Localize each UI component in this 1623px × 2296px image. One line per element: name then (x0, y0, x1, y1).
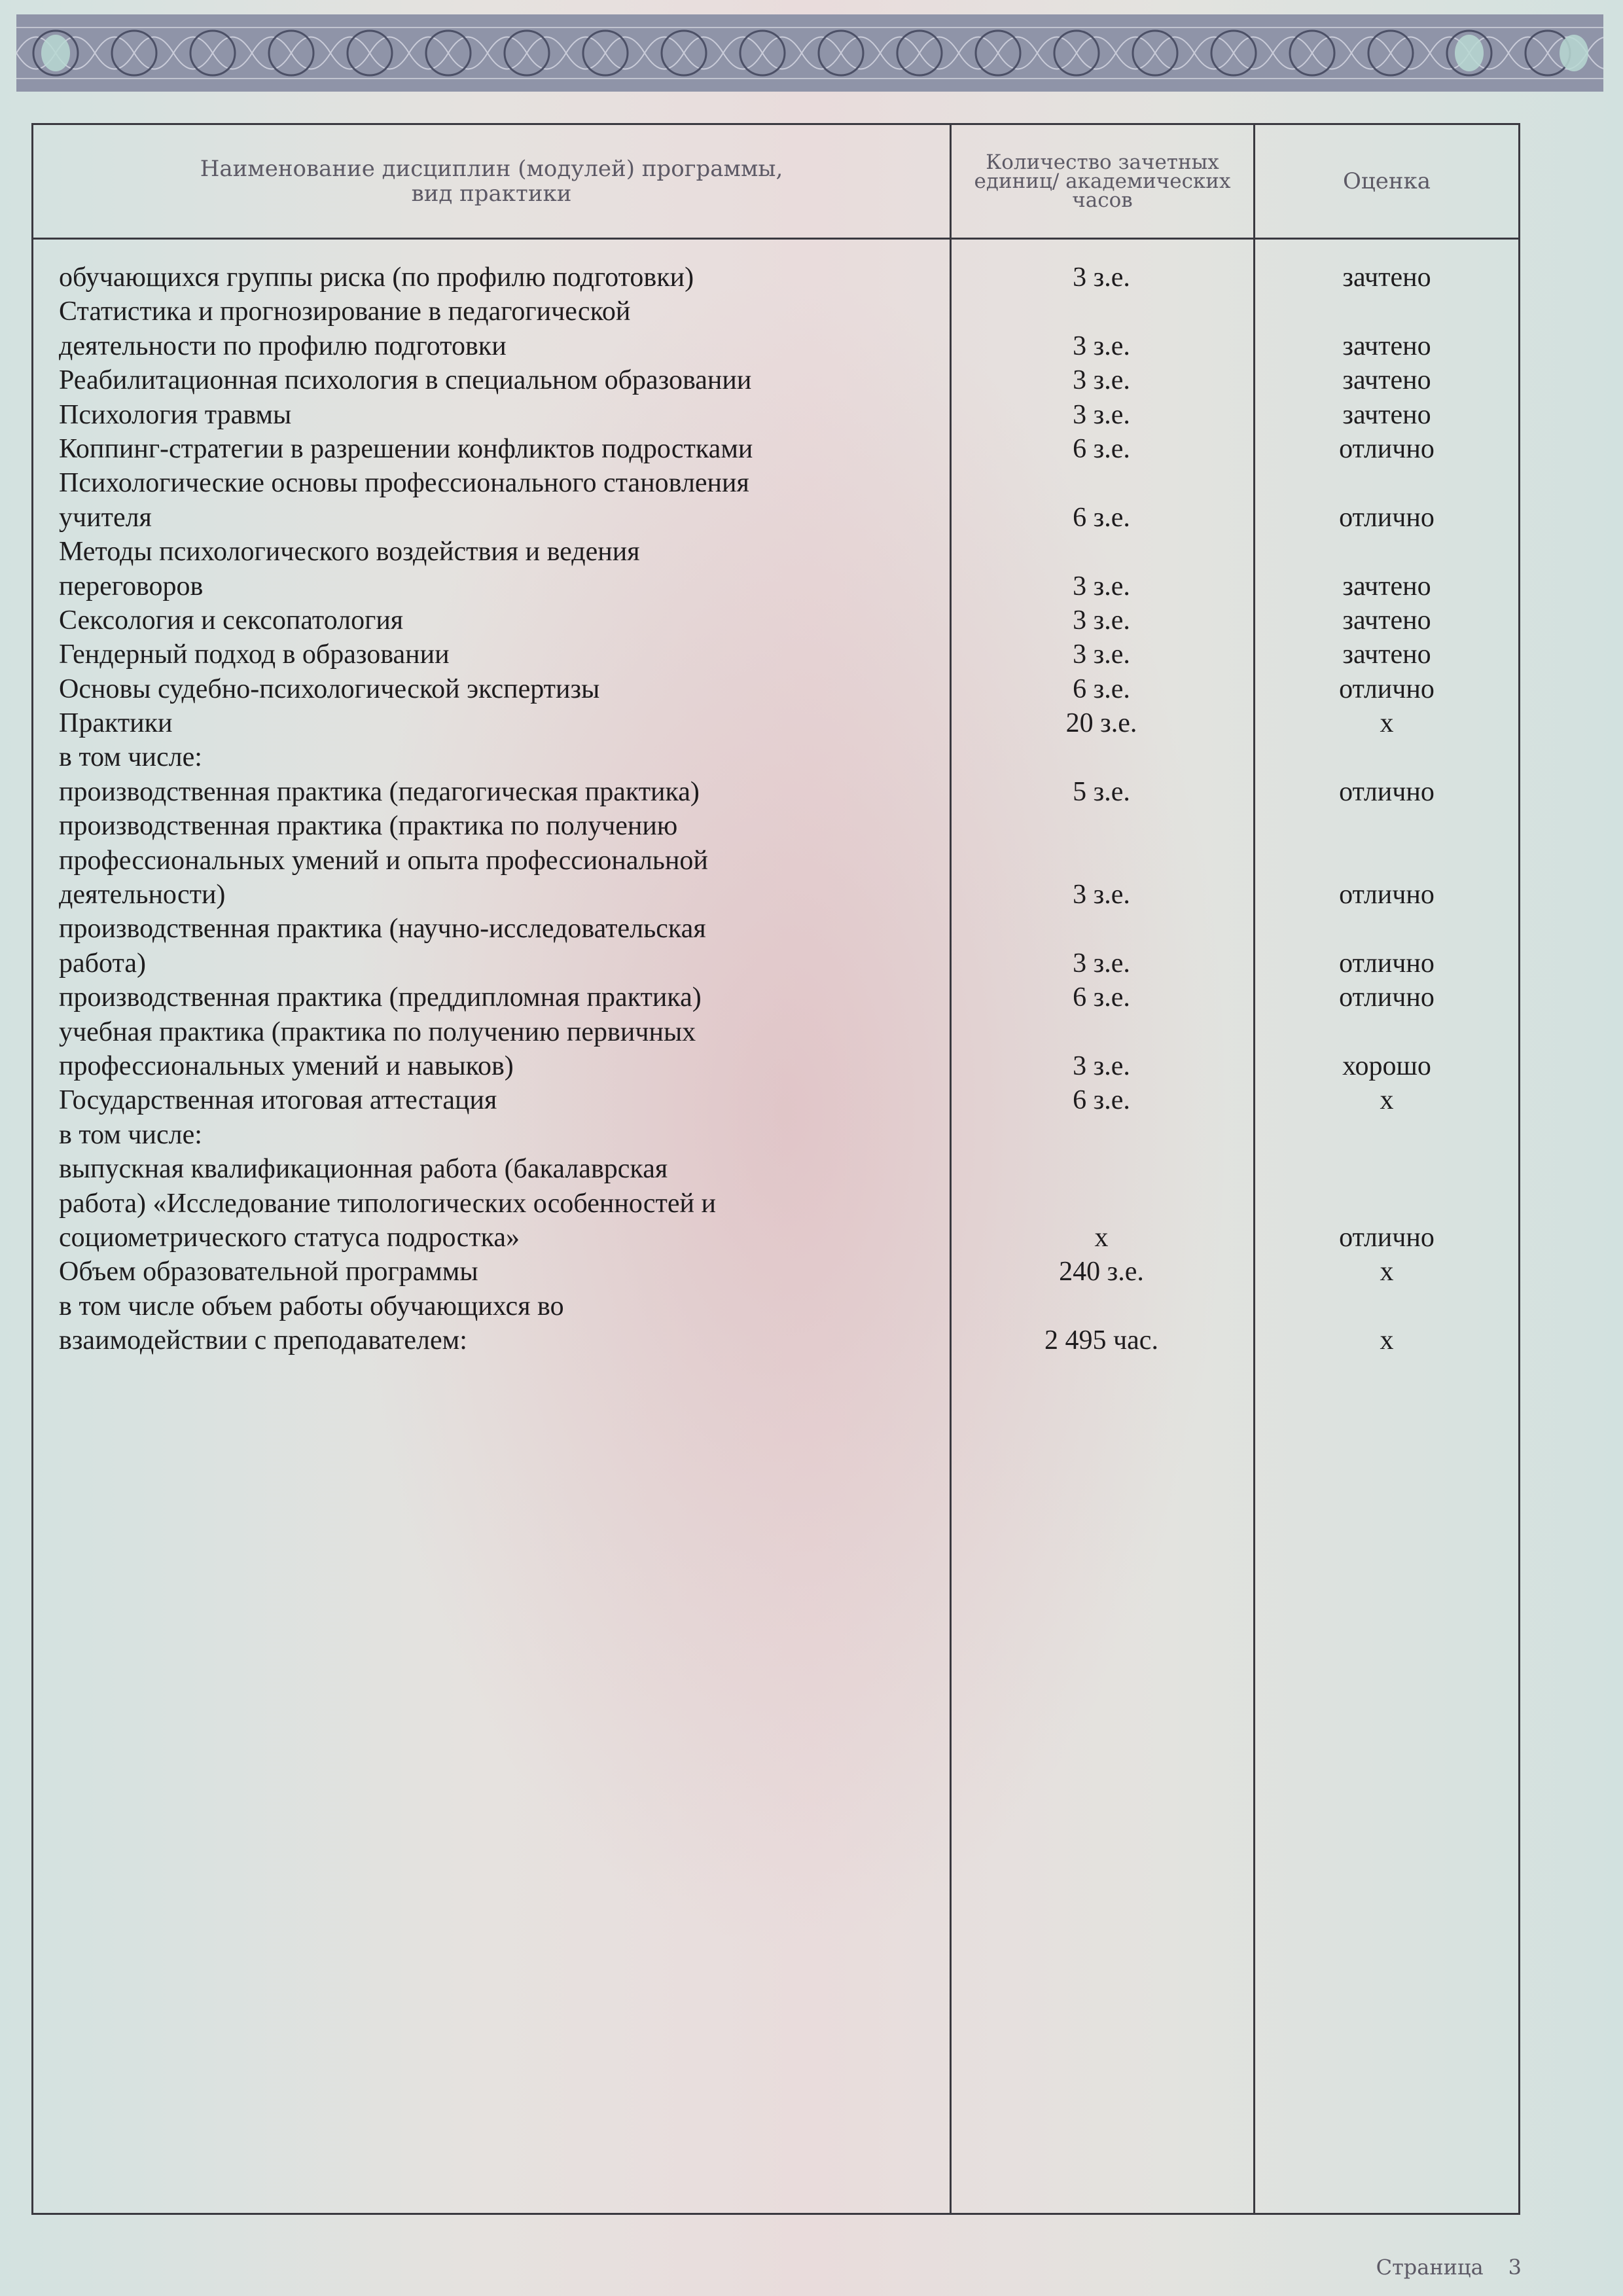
discipline-name: Реабилитационная психология в специальном образовании (59, 365, 752, 396)
grade: зачтено (1342, 639, 1431, 670)
table-row (33, 1015, 1518, 1049)
discipline-name: учителя (59, 502, 152, 533)
grade: отлично (1339, 776, 1435, 807)
table-row (33, 501, 1518, 535)
grade: хорошо (1342, 1050, 1431, 1081)
page-footer (1376, 2255, 1522, 2280)
grades-table (31, 123, 1520, 2215)
credit-units: 3 з.е. (1073, 605, 1130, 636)
discipline-name: деятельности по профилю подготовки (59, 331, 507, 361)
table-row (33, 329, 1518, 363)
grade: зачтено (1342, 399, 1431, 430)
discipline-name: профессиональных умений и опыта профессиональной (59, 845, 708, 876)
credit-units: 3 з.е. (1073, 262, 1130, 293)
discipline-name: Объем образовательной программы (59, 1257, 478, 1287)
table-row (33, 912, 1518, 946)
table-row (33, 535, 1518, 569)
table-row (33, 1083, 1518, 1117)
credit-units: 5 з.е. (1073, 776, 1130, 807)
discipline-name: переговоров (59, 571, 204, 601)
table-row (33, 809, 1518, 843)
table-row (33, 706, 1518, 740)
grade: отлично (1339, 982, 1435, 1013)
discipline-name: производственная практика (педагогическая практика) (59, 776, 700, 807)
table-row (33, 1049, 1518, 1083)
grade: x (1380, 1325, 1394, 1356)
credit-units: 2 495 час. (1044, 1325, 1158, 1356)
discipline-name: производственная практика (преддипломная практика) (59, 982, 702, 1013)
table-row (33, 775, 1518, 809)
grade: зачтено (1342, 605, 1431, 636)
column-header-discipline: Наименование дисциплин (модулей) программы, вид практики (200, 156, 783, 207)
table-row (33, 398, 1518, 432)
table-row (33, 637, 1518, 672)
discipline-name: в том числе: (59, 742, 202, 773)
credit-units: 3 з.е. (1073, 639, 1130, 670)
discipline-name: выпускная квалификационная работа (бакалаврская (59, 1154, 668, 1185)
table-row (33, 1187, 1518, 1221)
table-row (33, 260, 1518, 295)
discipline-name: Гендерный подход в образовании (59, 639, 450, 670)
discipline-name: Статистика и прогнозирование в педагогической (59, 296, 631, 327)
credit-units: x (1094, 1222, 1109, 1253)
grade: x (1380, 1085, 1394, 1116)
table-row (33, 569, 1518, 603)
credit-units: 6 з.е. (1073, 673, 1130, 704)
grade: отлично (1339, 1222, 1435, 1253)
table-row (33, 1118, 1518, 1152)
table-row (33, 363, 1518, 397)
credit-units: 3 з.е. (1073, 331, 1130, 361)
table-row (33, 844, 1518, 878)
grade: x (1380, 1257, 1394, 1287)
discipline-name: Коппинг-стратегии в разрешении конфликтов подростками (59, 433, 753, 464)
table-row (33, 466, 1518, 500)
table-row (33, 946, 1518, 980)
discipline-name: производственная практика (научно-исследовательская (59, 914, 706, 944)
discipline-name: профессиональных умений и навыков) (59, 1050, 514, 1081)
table-row (33, 980, 1518, 1014)
table-body (33, 260, 1518, 1358)
table-row (33, 878, 1518, 912)
table-row (33, 1289, 1518, 1323)
discipline-name: учебная практика (практика по получению первичных (59, 1016, 696, 1047)
discipline-name: в том числе объем работы обучающихся во (59, 1291, 564, 1321)
guilloche-border-ornament (16, 14, 1603, 92)
grade: отлично (1339, 433, 1435, 464)
discipline-name: Методы психологического воздействия и ведения (59, 537, 640, 567)
credit-units: 3 з.е. (1073, 880, 1130, 910)
grade: зачтено (1342, 262, 1431, 293)
credit-units: 240 з.е. (1059, 1257, 1144, 1287)
discipline-name: деятельности) (59, 880, 226, 910)
grade: отлично (1339, 502, 1435, 533)
table-row (33, 603, 1518, 637)
credit-units: 6 з.е. (1073, 1085, 1130, 1116)
grade: зачтено (1342, 571, 1431, 601)
header-divider (33, 238, 1518, 240)
page-label: Страница (1376, 2255, 1484, 2280)
table-row (33, 1255, 1518, 1289)
table-row (33, 672, 1518, 706)
discipline-name: Психология травмы (59, 399, 292, 430)
discipline-name: в том числе: (59, 1119, 202, 1150)
table-row (33, 740, 1518, 774)
credit-units: 6 з.е. (1073, 433, 1130, 464)
column-header-grade: Оценка (1342, 168, 1431, 194)
credit-units: 3 з.е. (1073, 571, 1130, 601)
discipline-name: социометрического статуса подростка» (59, 1222, 520, 1253)
grade: отлично (1339, 673, 1435, 704)
table-row (33, 432, 1518, 466)
discipline-name: обучающихся группы риска (по профилю подготовки) (59, 262, 694, 293)
column-header-units: Количество зачетных единиц/ академических часов (974, 150, 1231, 212)
credit-units: 6 з.е. (1073, 502, 1130, 533)
grade: отлично (1339, 880, 1435, 910)
table-row (33, 295, 1518, 329)
credit-units: 3 з.е. (1073, 1050, 1130, 1081)
discipline-name: взаимодействии с преподавателем: (59, 1325, 467, 1356)
discipline-name: работа) (59, 948, 146, 978)
credit-units: 6 з.е. (1073, 982, 1130, 1013)
discipline-name: Психологические основы профессионального становления (59, 468, 749, 499)
grade: отлично (1339, 948, 1435, 978)
grade: зачтено (1342, 365, 1431, 396)
credit-units: 20 з.е. (1065, 708, 1137, 739)
discipline-name: Практики (59, 708, 173, 739)
discipline-name: производственная практика (практика по получению (59, 811, 678, 842)
discipline-name: работа) «Исследование типологических особенностей и (59, 1188, 716, 1219)
credit-units: 3 з.е. (1073, 365, 1130, 396)
discipline-name: Сексология и сексопатология (59, 605, 404, 636)
table-row (33, 1221, 1518, 1255)
table-row (33, 1152, 1518, 1186)
page-number: 3 (1508, 2255, 1522, 2280)
table-row (33, 1323, 1518, 1357)
discipline-name: Государственная итоговая аттестация (59, 1085, 497, 1116)
grade: зачтено (1342, 331, 1431, 361)
grade: x (1380, 708, 1394, 739)
discipline-name: Основы судебно-психологической экспертизы (59, 673, 600, 704)
guilloche-pattern (16, 14, 1603, 92)
credit-units: 3 з.е. (1073, 948, 1130, 978)
credit-units: 3 з.е. (1073, 399, 1130, 430)
